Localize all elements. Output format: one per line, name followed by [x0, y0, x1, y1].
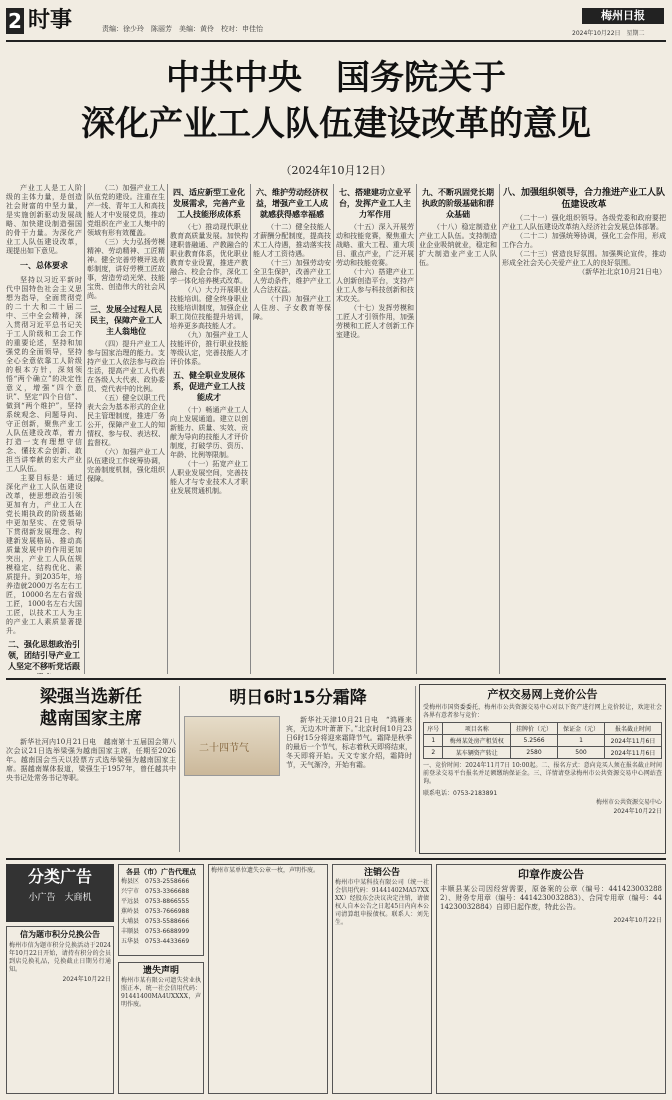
lost-declaration: 遗失声明 梅州市某有限公司遗失营业执照正本，统一社会信用代码：91441400MA4UXXXX，声明作废。: [118, 962, 204, 1094]
page-header: [6, 4, 666, 40]
article-column-6: 九、不断巩固党长期执政的阶级基础和群众基础 （十八）稳定制造业产业工人队伍。支持制造业企业吸纳就业，稳定和扩大制造业产业工人队伍。: [419, 188, 497, 267]
classified-ads-banner: 分类广告 小广告 大商机: [6, 864, 114, 922]
section-title: 时事: [28, 8, 73, 33]
article-column-7: 八、加强组织领导，合力推进产业工人队伍建设改革 （二十一）强化组织领导。各级党委和政府要把产业工人队伍建设改革纳入经济社会发展总体部署。 （二十二）加强统筹协调，强化工会作用，形成工作合力。 （二十三）营造良好氛围。加强舆论宣传，推动形成全社会关心关爱产业工人的良好氛围。 （新华社北京10月21日电）: [502, 188, 666, 276]
property-auction-notice: 产权交易网上竞价公告 受梅州市国资委委托，梅州市公共资源交易中心对以下资产进行网上竞价转让，欢迎社会各界有意者参与竞价： 序号 项目名称 挂牌价（元） 保证金（元） 报名截止时间 1 梅州某处房产租赁权 5.2566 1 2024年11月6日 2 某车辆资产转让 2580 500 2024年11月6日 一、竞价时间：2024年11月7日 10:00起。二、报名方式：意向竞买人须在报名截止时间前登录交易平台报名并足额缴纳保证金。三、详情请登录梅州市公共资源交易中心网站查询。 联系电话：0753-2183891 梅州市公共资源交易中心 2024年10月22日: [419, 684, 666, 854]
page-number: 2: [6, 8, 24, 34]
liang-qiang-article: 梁强当选新任 越南国家主席 新华社河内10月21日电 越南第十五届国会第八次会议21日选举梁强为越南国家主席，任期至2026年。越南国会当天以投票方式选举梁强为越南国家主席。据越南媒体报道，梁强生于1957年，曾任越共中央书记处常务书记等职。: [6, 687, 176, 782]
main-date-line: （2024年10月12日）: [280, 164, 392, 177]
header-date: 2024年10月22日 星期二: [572, 30, 645, 37]
article-column-4: 六、维护劳动经济权益，增强产业工人成就感获得感幸福感 （十二）健全技能人才薪酬分配制度，提高技术工人待遇，推动落实技能人才工资待遇。 （十三）加强劳动安全卫生保护，改善产业工人劳动条件，维护产业工人合法权益。 （十四）加强产业工人住房、子女教育等保障。: [253, 188, 331, 321]
solar-term-caption: 二十四节气: [199, 743, 249, 754]
main-title-line1: 中共中央 国务院关于: [166, 58, 506, 98]
solar-term-image: [184, 716, 280, 776]
main-title-line2: 深化产业工人队伍建设改革的意见: [81, 104, 591, 144]
paper-logo: 梅州日报: [582, 8, 664, 24]
article-column-1: 产业工人是工人阶级的主体力量，是创造社会财富的中坚力量，是实施创新驱动发展战略、加快建设制造强国的骨干力量。为深化产业工人队伍建设改革，现提出如下意见。 一、总体要求 坚持以习近平新时代中国特色社会主义思想为指导，全面贯彻党的二十大和二十届二中、三中全会精神，深入贯彻习近平总书记关于工人阶级和工会工作的重要论述，坚持和加强党的全面领导，坚持全心全意依靠工人阶级的根本方针，深刻领悟“两个确立”的决定性意义，增强“四个意识”、坚定“四个自信”、做到“两个维护”，坚持系统观念、问题导向、守正创新，聚焦产业工人队伍建设改革，着力打造一支有理想守信念、懂技术会创新、敢担当讲奉献的宏大产业工人队伍。 主要目标是：通过深化产业工人队伍建设改革，使思想政治引领更加有力，产业工人在党长期执政的阶级基础中更加坚实、在党领导下贯彻新发展理念、构建新发展格局、推动高质量发展中的作用更加突出，产业工人队伍规模稳定、结构优化、素质提升。到2035年，培养造就2000万名左右工匠，10000名左右省级工匠，1000名左右大国工匠，以技术工人为主的产业工人素质显著提升。 二、强化思想政治引领，团结引导产业工人坚定不移听党话跟: [6, 184, 82, 671]
lost-declaration-2: 梅州市某单位遗失公章一枚，声明作废。: [208, 864, 328, 1094]
article-column-5: 七、搭建建功立业平台，发挥产业工人主力军作用 （十五）深入开展劳动和技能竞赛，聚焦重大战略、重大工程、重大项目、重点产业，广泛开展劳动和技能竞赛。 （十六）搭建产业工人创新创造平台，支持产业工人参与科技创新和技术攻关。 （十七）发挥劳模和工匠人才引领作用，加强劳模和工匠人才创新工作室建设。: [336, 188, 414, 339]
editor-line: 责编：徐少玲 陈丽芳 美编：黄伶 校对：申佳怡: [102, 25, 263, 33]
credit-exchange-notice: 信为题市积分兑换公告 梅州市信为题市积分兑换活动于2024年10月22日开始，请持有积分的会员到店兑换礼品，兑换截止日期另行通知。 2024年10月22日: [6, 926, 114, 1094]
cancellation-notice: 注销公告 梅州市中某科技有限公司（统一社会信用代码：91441402MA57XXXX）经股东会决议决定注销，请债权人自本公告之日起45日内向本公司清算组申报债权。联系人：刘先生。: [332, 864, 432, 1094]
article-column-2: （二）加强产业工人队伍党的建设。注重在生产一线、青年工人和高技能人才中发展党员，推动党组织在产业工人集中的领域有形有效覆盖。 （三）大力弘扬劳模精神、劳动精神、工匠精神。健全完善劳模评选表彰制度，讲好劳模工匠故事，营造劳动光荣、技能宝贵、创造伟大的社会风尚。 三、发展全过程人民民主，保障产业工人主人翁地位 （四）提升产业工人参与国家治理的能力。支持产业工人依法参与政治生活，提高产业工人代表在各级人大代表、政协委员、党代表中的比例。 （五）健全以职工代表大会为基本形式的企业民主管理制度，推进厂务公开，保障产业工人的知情权、参与权、表达权、监督权。 （六）加强产业工人队伍建设工作统筹协调，完善制度机制，强化组织保障。: [87, 184, 165, 483]
frost-article: 明日6时15分霜降 二十四节气 新华社天津10月21日电 “鸿雁来宾，无边木叶萧萧下。”北京时间10月23日6时15分将迎来霜降节气。霜降是秋季的最后一个节气，标志着秋天即将结束，冬天即将开始。天文专家介绍，霜降时节，天气渐冷，开始有霜。: [184, 686, 412, 856]
auction-table: 序号 项目名称 挂牌价（元） 保证金（元） 报名截止时间 1 梅州某处房产租赁权 5.2566 1 2024年11月6日 2 某车辆资产转让 2580 500 2024年11月6日: [423, 722, 662, 759]
agent-phone-list: 各县（市）广告代理点 梅县区 0753-2558666 兴宁市 0753-3366688 平远县 0753-8866555 蕉岭县 0753-7666988 大埔县 0753-5588666 丰顺县 0753-6688999 五华县 0753-4433669: [118, 864, 204, 956]
article-column-3: 四、适应新型工业化发展需求，完善产业工人技能形成体系 （七）推动现代职业教育高质量发展。加快构建职普融通、产教融合的职业教育体系，优化职业教育专业设置，推进产教融合、校企合作，深化工学一体化培养模式改革。 （八）大力开展职业技能培训。健全终身职业技能培训制度，加强企业职工岗位技能提升培训，培养更多高技能人才。 （九）加强产业工人技能评价，推行职业技能等级认定，完善技能人才评价体系。 五、健全职业发展体系，促进产业工人技能成才 （十）畅通产业工人向上发展通道。建立以创新能力、质量、实效、贡献为导向的技能人才评价制度，打破学历、资历、年龄、比例等限制。 （十一）拓宽产业工人职业发展空间，完善技能人才与专业技术人才职业发展贯通机制。: [170, 188, 248, 495]
stamp-void-notice: 印章作废公告 丰顺县某公司因经营需要，原备案的公章（编号：4414230032882）、财务专用章（编号：4414230032883）、合同专用章（编号：4414230032884）自即日起作废，特此公告。 2024年10月22日: [436, 864, 666, 1094]
